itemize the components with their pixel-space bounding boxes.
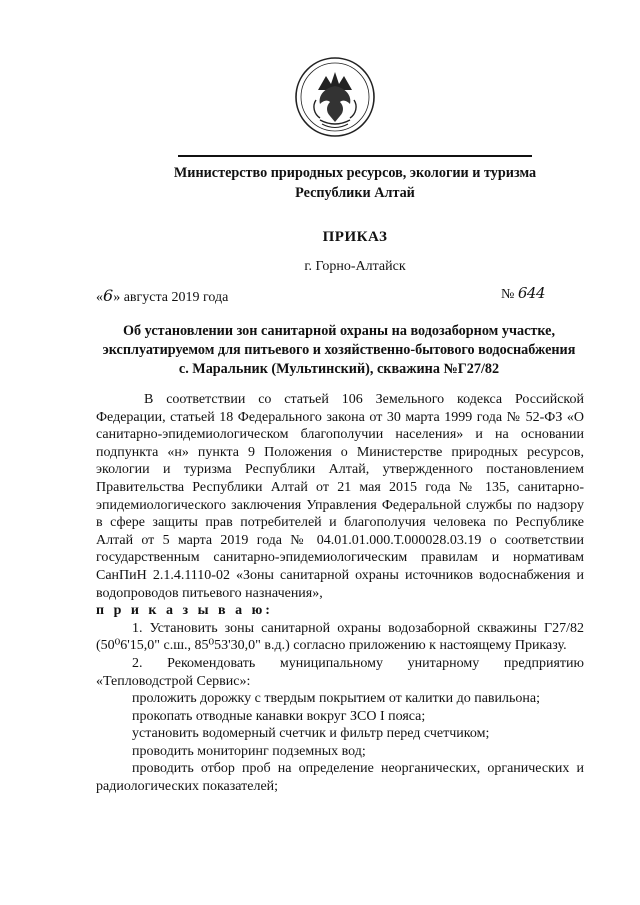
ministry-name: Министерство природных ресурсов, экологии и туризма Республики Алтай <box>173 165 537 201</box>
item-2: 2. Рекомендовать муниципальному унитарному предприятию «Тепловодстрой Сервис»: <box>96 655 584 689</box>
order-number <box>501 284 545 303</box>
order-subject: Об установлении зон санитарной охраны на водозаборном участке, эксплуатируемом для питьевого и хозяйственно-бытового водоснабжения с. Маральник (Мультинский), скважина №Г27/82 <box>102 323 576 377</box>
subitem-last: проводить отбор проб на определение неорганических, органических и радиологических показателей; <box>96 761 584 795</box>
header-divider <box>178 155 532 157</box>
number-label: № <box>501 287 515 302</box>
preamble-paragraph: В соответствии со статьей 106 Земельного кодекса Российской Федерации, статьей 18 Федерального закона от 30 марта 1999 года № 52-ФЗ «О санитарно-эпидемиологическом благополучии населения» и на основании подпункта «н» пункта 9 Положения о Министерстве природных ресурсов, экологии и туризма Республики Алтай, утвержденного постановлением Правительства Республики Алтай от 21 мая 2015 года № 135, санитарно-эпидемиологического заключения Управления Федеральной службы по надзору в сфере защиты прав потребителей и благополучия человека по Республике Алтай от 5 марта 2019 года № 04.01.01.000.Т.000028.03.19 о соответствии государственным санитарно-эпидемиологическим правилам и нормативам СанПиН 2.1.4.1110-02 «Зоны санитарной охраны источников водоснабжения и водопроводов питьевого назначения», <box>96 392 584 601</box>
date-day-handwritten: 6 <box>103 286 114 305</box>
date-open-quote: « <box>96 290 103 305</box>
subitem: установить водомерный счетчик и фильтр перед счетчиком; <box>132 726 490 742</box>
subitem: прокопать отводные канавки вокруг ЗСО I пояса; <box>132 708 426 724</box>
document-type: ПРИКАЗ <box>322 229 388 245</box>
subitem: проложить дорожку с твердым покрытием от калитки до павильона; <box>132 691 540 707</box>
subitem: проводить мониторинг подземных вод; <box>132 743 366 759</box>
order-word: п р и к а з ы в а ю: <box>96 603 273 619</box>
date-line <box>96 286 228 306</box>
date-month-year: » августа 2019 года <box>113 290 229 305</box>
order-body <box>96 391 584 796</box>
city-line: г. Горно-Алтайск <box>304 259 406 274</box>
item-1: 1. Установить зоны санитарной охраны водозаборной скважины Г27/82 (50⁰6'15,0" с.ш., 85⁰53'30,0" в.д.) согласно приложению к настоящему Приказу. <box>96 620 584 654</box>
order-number-handwritten: 644 <box>517 284 545 302</box>
coat-of-arms-icon <box>294 56 376 138</box>
